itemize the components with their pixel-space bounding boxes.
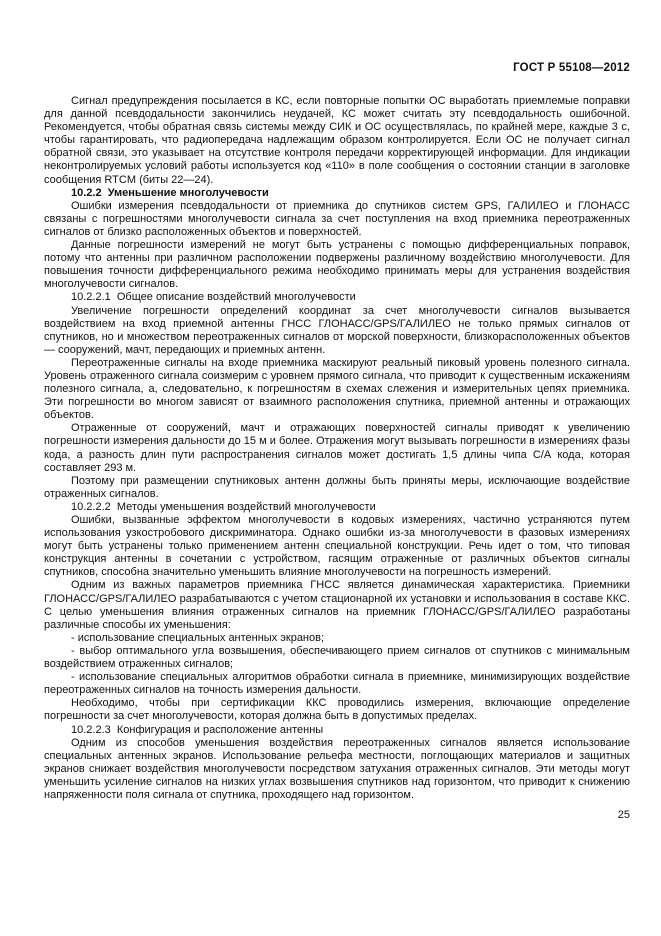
paragraph: Ошибки измерения псевдодальности от приемника до спутников систем GPS, ГАЛИЛЕО и ГЛОНАСС связаны с погрешностями многолучевости сигнала за счет поступления на вход приемника переотраженных сигналов от близко расположенных объектов и поверхностей. [44, 199, 630, 238]
paragraph: Поэтому при размещении спутниковых антенн должны быть приняты меры, исключающие воздействие отраженных сигналов. [44, 474, 630, 500]
paragraph: Одним из способов уменьшения воздействия переотраженных сигналов является использование специальных антенных экранов. Использование рельефа местности, поглощающих материалов и защитных экранов снижает воздействия многолучевости посредством затухания отраженных сигналов. Эти методы могут уменьшить усиление сигналов на низких углах возвышения спутников над горизонтом, что приводит к снижению напряженности поля сигнала от спутника, проходящего над горизонтом. [44, 736, 630, 801]
document-body [44, 95, 630, 802]
page-number: 25 [617, 809, 630, 822]
paragraph: Переотраженные сигналы на входе приемника маскируют реальный пиковый уровень полезного сигнала. Уровень отраженного сигнала соизмерим с уровнем прямого сигнала, что приводит к существенным искажениям полезного сигнала, а, следовательно, к погрешностям в схемах слежения и измерительных цепях приемника. Эти погрешности во многом зависят от взаимного расположения спутника, приемной антенны и отражающих объектов. [44, 356, 630, 422]
list-item: - выбор оптимального угла возвышения, обеспечивающего прием сигналов от спутников с минимальным воздействием отраженных сигналов; [44, 644, 630, 671]
subsection-heading: 10.2.2.2 Методы уменьшения воздействий многолучевости [71, 500, 376, 513]
paragraph: Данные погрешности измерений не могут быть устранены с помощью дифференциальных поправок, потому что антенны при различном расположении подвержены различному воздействию многолучевости. Для повышения точности дифференциального режима необходимо принимать меры для устранения воздействия многолучевости сигналов. [44, 239, 630, 291]
paragraph: Необходимо, чтобы при сертификации ККС проводились измерения, включающие определение погрешности за счет многолучевости, которая должна быть в допустимых пределах. [44, 697, 630, 723]
document-header-standard-number: ГОСТ Р 55108—2012 [513, 62, 630, 74]
list-item: - использование специальных алгоритмов обработки сигнала в приемнике, минимизирующих воздействие переотраженных сигналов на точность измерения дальности. [44, 671, 630, 697]
section-heading: 10.2.2 Уменьшение многолучевости [71, 186, 269, 199]
paragraph: Сигнал предупреждения посылается в КС, если повторные попытки ОС выработать приемлемые поправки для данной псевдодальности закончились неудачей, КС может считать эту псевдодальность ошибочной. Рекомендуется, чтобы обратная связь системы между СИК и ОС осуществлялась, по крайней мере, каждые 3 с, чтобы гарантировать, что радиопередача надлежащим образом контролируется. Если ОС не получает сигнал обратной связи, это указывает на отсутствие контроля передачи корректирующей информации. Для индикации неконтролируемых условий работы используется код «110» в поле сообщения о состоянии станции в заголовке сообщения RTCM (биты 22—24). [44, 95, 630, 186]
paragraph: Одним из важных параметров приемника ГНСС является динамическая характеристика. Приемники ГЛОНАСС/GPS/ГАЛИЛЕО разрабатываются с учетом стационарной их установки и использования в составе ККС. С целью уменьшения влияния отраженных сигналов на приемник ГЛОНАСС/GPS/ГАЛИЛЕО разработаны различные способы их уменьшения: [44, 579, 630, 631]
paragraph: Увеличение погрешности определений координат за счет многолучевости сигналов вызывается воздействием на вход приемной антенны ГНСС ГЛОНАСС/GPS/ГАЛИЛЕО не только прямых сигналов от спутников, но и множеством переотраженных сигналов от морской поверхности, близкорасположенных объектов — сооружений, мачт, передающих и приемных антенн. [44, 304, 630, 356]
paragraph: Отраженные от сооружений, мачт и отражающих поверхностей сигналы приводят к увеличению погрешности измерения дальности до 15 м и более. Отражения могут вызывать погрешности в измерениях фазы кода, а разность длин пути распространения сигналов может достигать 1,5 длины чипа С/А кода, которая составляет 293 м. [44, 422, 630, 474]
list-item: - использование специальных антенных экранов; [71, 631, 325, 644]
paragraph: Ошибки, вызванные эффектом многолучевости в кодовых измерениях, частично устраняются путем использования узкостробового дискриминатора. Однако ошибки из-за многолучевости в фазовых измерениях могут быть устранены только применением антенн специальной конструкции. Речь идет о том, что типовая конструкция антенны в сочетании с устройством, гасящим отраженные от различных объектов сигналы спутников, способна значительно уменьшить влияние многолучевости на погрешность измерений. [44, 514, 630, 579]
subsection-heading: 10.2.2.1 Общее описание воздействий многолучевости [71, 291, 356, 304]
subsection-heading: 10.2.2.3 Конфигурация и расположение антенны [71, 723, 324, 736]
